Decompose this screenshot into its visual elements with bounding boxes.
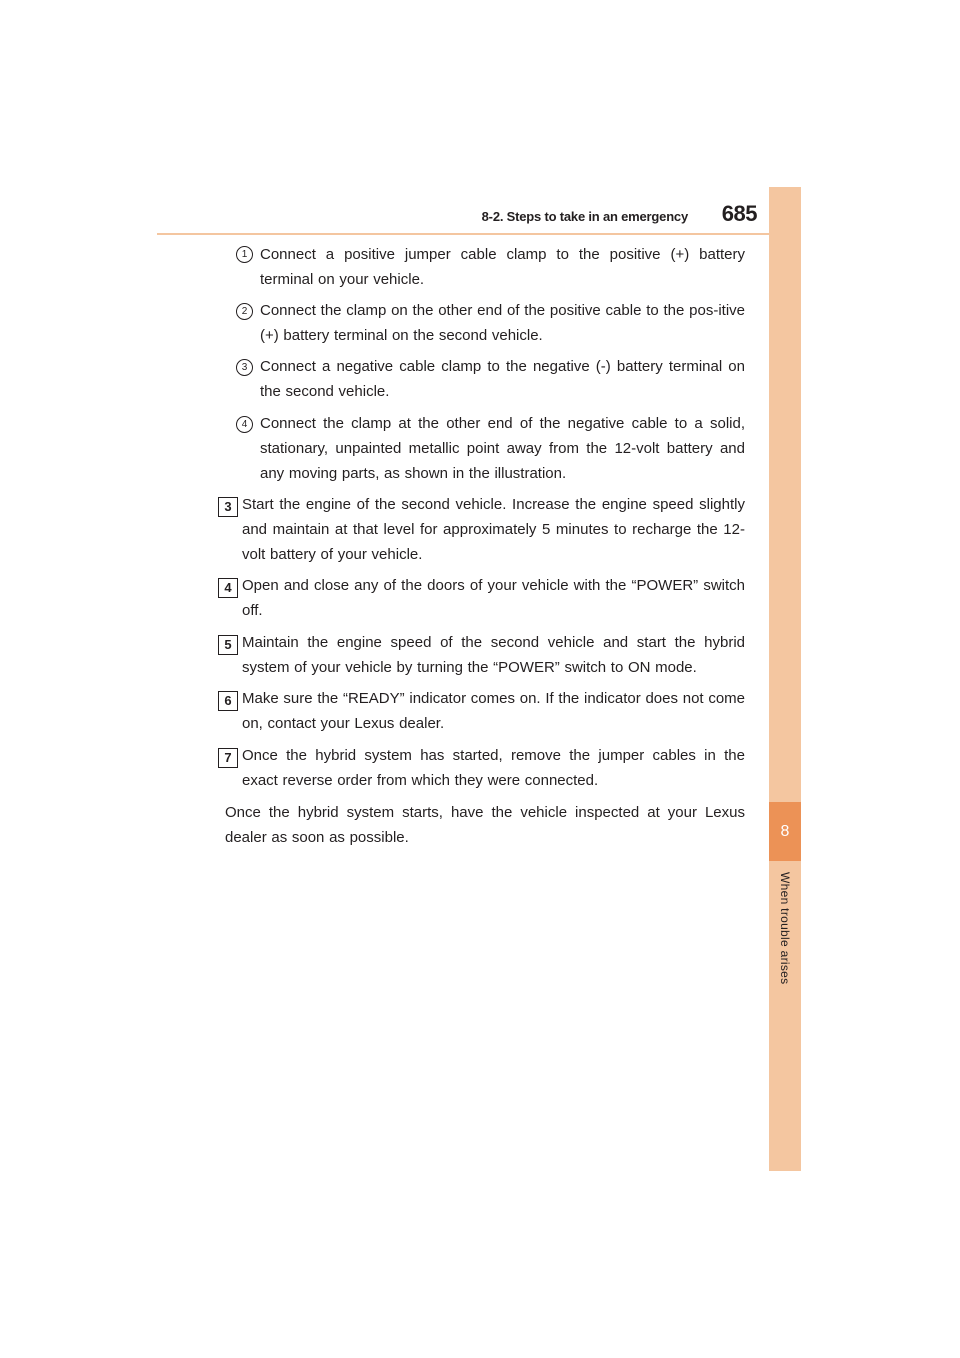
step-marker-7: 7 bbox=[218, 748, 238, 768]
section-title: 8-2. Steps to take in an emergency bbox=[481, 209, 688, 224]
chapter-side-tab bbox=[769, 187, 801, 1171]
substep-text-3: Connect a negative cable clamp to the negative (-) battery terminal on the second vehicle. bbox=[260, 358, 745, 400]
substep-marker-1: 1 bbox=[236, 246, 253, 263]
step-text-7: Once the hybrid system has started, remove the jumper cables in the exact reverse order from which they were connected. bbox=[242, 747, 745, 789]
substep-marker-4: 4 bbox=[236, 416, 253, 433]
closing-note: Once the hybrid system starts, have the vehicle inspected at your Lexus dealer as soon as possible. bbox=[225, 804, 745, 846]
substep-text-2: Connect the clamp on the other end of the positive cable to the pos-itive (+) battery terminal on the second vehicle. bbox=[260, 302, 745, 344]
substep-marker-3: 3 bbox=[236, 359, 253, 376]
substep-marker-2: 2 bbox=[236, 303, 253, 320]
header-divider bbox=[157, 233, 801, 235]
step-text-4: Open and close any of the doors of your vehicle with the “POWER” switch off. bbox=[242, 577, 745, 619]
step-marker-4: 4 bbox=[218, 578, 238, 598]
step-marker-6: 6 bbox=[218, 691, 238, 711]
substep-text-4: Connect the clamp at the other end of the negative cable to a solid, stationary, unpainted metallic point away from the 12-volt battery and any moving parts, as shown in the illustration. bbox=[260, 415, 745, 482]
substep-text-1: Connect a positive jumper cable clamp to the positive (+) battery terminal on your vehicle. bbox=[260, 246, 745, 288]
step-marker-3: 3 bbox=[218, 497, 238, 517]
step-marker-5: 5 bbox=[218, 635, 238, 655]
step-text-5: Maintain the engine speed of the second vehicle and start the hybrid system of your vehicle by turning the “POWER” switch to ON mode. bbox=[242, 634, 745, 676]
page-number: 685 bbox=[721, 201, 757, 226]
step-text-6: Make sure the “READY” indicator comes on. If the indicator does not come on, contact your Lexus dealer. bbox=[242, 690, 745, 732]
step-text-3: Start the engine of the second vehicle. Increase the engine speed slightly and maintain at that level for approximately 5 minutes to recharge the 12-volt battery of your vehicle. bbox=[242, 496, 745, 563]
chapter-number-box[interactable] bbox=[769, 802, 801, 861]
chapter-label: When trouble arises bbox=[778, 872, 792, 985]
chapter-number: 8 bbox=[780, 822, 790, 840]
